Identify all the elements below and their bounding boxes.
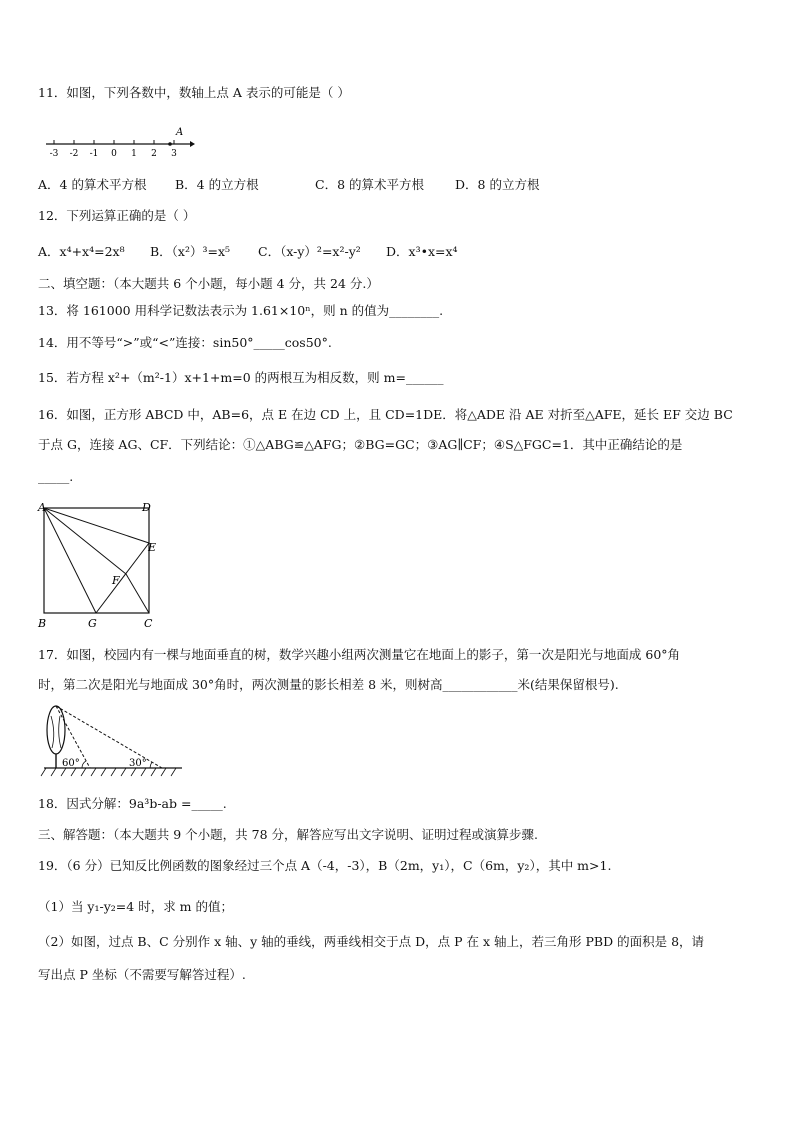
- axis-tick-label: -2: [69, 149, 79, 159]
- q19-part-2-line-2: 写出点 P 坐标（不需要写解答过程）.: [38, 967, 246, 982]
- axis-tick-label: 1: [131, 149, 137, 159]
- square-abcd: [44, 508, 149, 613]
- q13-stem: 13．将 161000 用科学记数法表示为 1.61×10ⁿ，则 n 的值为________.: [38, 303, 444, 318]
- q19-part-1: （1）当 y₁-y₂=4 时，求 m 的值；: [38, 899, 233, 914]
- q12-stem: 12．下列运算正确的是（ ）: [38, 208, 196, 223]
- label-e: E: [148, 541, 157, 554]
- ground-hatch: [41, 768, 176, 776]
- point-a-label: A: [176, 127, 184, 138]
- label-g: G: [88, 617, 97, 630]
- angle-60-label: 60°: [62, 758, 80, 769]
- square-figure: [34, 498, 164, 630]
- tree-shadow-figure: [38, 698, 188, 782]
- label-f: F: [112, 574, 120, 587]
- axis-arrow-icon: [190, 141, 195, 147]
- q11-option-d: D．8 的立方根: [455, 177, 540, 192]
- q18-stem: 18．因式分解：9a³b-ab =_____.: [38, 796, 227, 811]
- section-2-heading: 二、填空题：（本大题共 6 个小题，每小题 4 分，共 24 分.）: [38, 276, 379, 291]
- q19-stem: 19．（6 分）已知反比例函数的图象经过三个点 A（-4，-3），B（2m，y₁），C（6m，y₂），其中 m>1.: [38, 858, 612, 873]
- q15-stem: 15．若方程 x²+（m²-1）x+1+m=0 的两根互为相反数，则 m=______: [38, 370, 444, 385]
- label-b: B: [38, 617, 47, 630]
- segment-af: [44, 508, 126, 574]
- segment-eg: [96, 543, 149, 613]
- label-a: A: [38, 501, 46, 514]
- q11-option-a: A．4 的算术平方根: [38, 177, 147, 192]
- axis-tick-label: 2: [151, 149, 157, 159]
- q17-line-1: 17．如图，校园内有一棵与地面垂直的树，数学兴趣小组两次测量它在地面上的影子，第一次是阳光与地面成 60°角: [38, 647, 681, 662]
- q16-line-1: 16．如图，正方形 ABCD 中，AB=6，点 E 在边 CD 上，且 CD=1DE．将△ADE 沿 AE 对折至△AFE，延长 EF 交边 BC: [38, 407, 733, 422]
- segment-fc: [126, 574, 149, 613]
- q12-option-c: C．（x-y）²=x²-y²: [258, 244, 361, 259]
- segment-ae: [44, 508, 149, 543]
- label-d: D: [142, 501, 151, 514]
- tree-crown-icon: [47, 706, 65, 754]
- axis-tick-label: -1: [89, 149, 99, 159]
- segment-ag: [44, 508, 96, 613]
- q14-stem: 14．用不等号“>”或“<”连接：sin50°_____cos50°.: [38, 335, 332, 350]
- q11-stem: 11．如图，下列各数中，数轴上点 A 表示的可能是（ ）: [38, 85, 350, 100]
- q12-option-b: B．（x²）³=x⁵: [150, 244, 231, 259]
- q12-option-d: D．x³•x=x⁴: [386, 244, 458, 259]
- axis-tick-label: -3: [49, 149, 59, 159]
- q17-line-2: 时，第二次是阳光与地面成 30°角时，两次测量的影长相差 8 米，则树高____________米(结果保留根号).: [38, 677, 619, 692]
- section-3-heading: 三、解答题：（本大题共 9 个小题，共 78 分，解答应写出文字说明、证明过程或演算步骤.: [38, 827, 538, 842]
- angle-30-label: 30°: [129, 758, 147, 769]
- q16-line-2: 于点 G，连接 AG、CF．下列结论：①△ABG≌△AFG；②BG=GC；③AG∥CF；④S△FGC=1．其中正确结论的是: [38, 437, 683, 452]
- q11-option-c: C．8 的算术平方根: [315, 177, 424, 192]
- point-a-marker: [168, 142, 172, 146]
- number-line-figure: [44, 124, 196, 160]
- axis-tick-label: 3: [171, 149, 177, 159]
- q12-option-a: A．x⁴+x⁴=2x⁸: [38, 244, 125, 259]
- axis-tick-label: 0: [111, 149, 117, 159]
- q19-part-2-line-1: （2）如图，过点 B、C 分别作 x 轴、y 轴的垂线，两垂线相交于点 D，点 P 在 x 轴上，若三角形 PBD 的面积是 8，请: [38, 934, 705, 949]
- q16-line-3: _____.: [38, 469, 74, 484]
- q11-option-b: B．4 的立方根: [175, 177, 259, 192]
- label-c: C: [144, 617, 153, 630]
